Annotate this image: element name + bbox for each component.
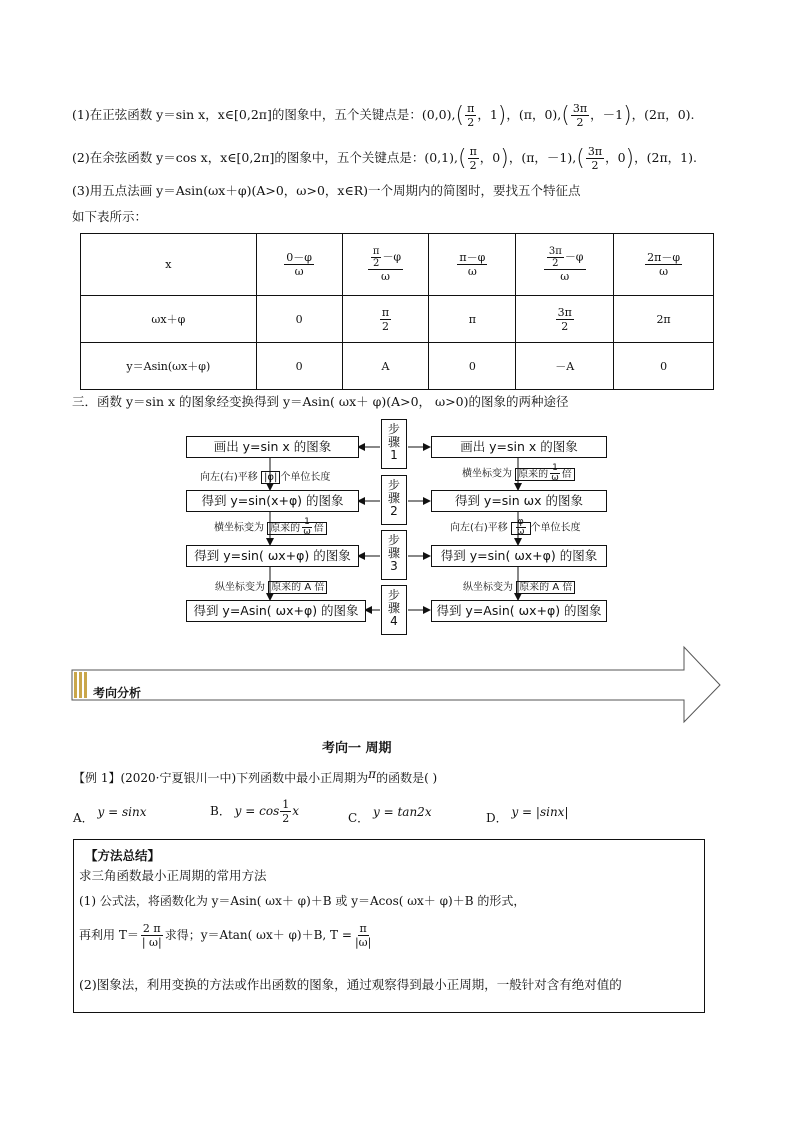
step-label: 步 骤 3 — [381, 530, 407, 580]
topic-heading: 考向一 周期 — [322, 741, 392, 756]
flow-right-box: 得到 y=sin( ωx+φ) 的图象 — [431, 545, 607, 567]
table-row: y＝Asin(ωx＋φ) 0 A 0 －A 0 — [81, 343, 714, 390]
transition-label: 向左(右)平移 $\frac{\varphi}{\omega}$ 个单位长度 — [450, 517, 581, 537]
option-b: B． y = cos $\frac{1}{2}$ x — [210, 798, 300, 825]
transition-label: 纵坐标变为 原来的 A 倍 — [215, 578, 327, 593]
section-three-title: 三．函数 y＝sin x 的图象经变换得到 y＝Asin( ωx＋ φ)(A>0， ω>0)的图象的两种途径 — [72, 394, 569, 409]
flow-right-box: 画出 y=sin x 的图象 — [431, 436, 607, 458]
banner-stripes — [74, 672, 87, 698]
method-title: 【方法总结】 — [85, 848, 161, 863]
five-point-method: (3)用五点法画 y＝Asin(ωx＋φ)(A>0，ω>0，x∈R)一个周期内的简图时，要找五个特征点 — [72, 183, 581, 198]
fraction: $\frac{3\pi}{2}$ — [587, 145, 603, 172]
flow-left-box: 得到 y=sin( ωx+φ) 的图象 — [186, 545, 359, 567]
fraction: $\frac{\pi}{2}$ — [469, 145, 477, 172]
transition-label: 横坐标变为 原来的 $\frac{1}{\omega}$ 倍 — [462, 464, 575, 483]
table-row: ωx＋φ 0 $\frac{\pi}{2}$ π $\frac{3\pi}{2}$ 2π — [81, 296, 714, 343]
step-label: 步 骤 1 — [381, 419, 407, 469]
flow-left-box: 得到 y=sin(x+φ) 的图象 — [186, 490, 359, 512]
option-d: D． y = |sinx| — [486, 805, 569, 825]
table-intro: 如下表所示： — [72, 209, 148, 224]
method-line: 再利用 T＝ $\frac{2 \pi}{| \omega|}$ 求得；y＝Atan( ωx＋ φ)＋B, T = $\frac{\pi}{|\omega|}$ — [79, 922, 372, 949]
flow-right-box: 得到 y=sin ωx 的图象 — [431, 490, 607, 512]
fraction: $\frac{\pi}{2}$ — [467, 102, 475, 129]
keypoints-sine: (1)在正弦函数 y＝sin x，x∈[0,2π]的图象中，五个关键点是：(0,0),( $\frac{\pi}{2}$ ，1)，(π，0),( $\frac{3\pi}{2}$ ，－1)，(2π，0). — [72, 102, 695, 129]
flow-right-box: 得到 y=Asin( ωx+φ) 的图象 — [431, 600, 607, 622]
example-question: 【例 1】(2020·宁夏银川一中)下列函数中最小正周期为π的函数是( ) — [73, 767, 438, 785]
fraction: $\frac{3\pi}{2}$ — [572, 102, 588, 129]
transition-label: 向左(右)平移 |φ| 个单位长度 — [200, 472, 331, 483]
option-c: C． y = tan2x — [348, 805, 432, 825]
method-line: 求三角函数最小正周期的常用方法 — [79, 868, 267, 883]
flow-left-box: 画出 y=sin x 的图象 — [186, 436, 359, 458]
banner-title: 考向分析 — [93, 686, 142, 700]
transition-label: 横坐标变为 原来的 $\frac{1}{\omega}$ 倍 — [214, 518, 327, 537]
method-line: (1) 公式法，将函数化为 y＝Asin( ωx＋ φ)＋B 或 y＝Acos( ωx＋ φ)＋B 的形式， — [79, 894, 526, 908]
flow-left-box: 得到 y=Asin( ωx+φ) 的图象 — [186, 600, 366, 622]
step-label: 步 骤 2 — [381, 475, 407, 525]
banner-arrow — [70, 645, 724, 725]
step-label: 步 骤 4 — [381, 585, 407, 635]
option-a: A． y = sinx — [73, 805, 147, 825]
table-row: x $\frac{0-\varphi}{\omega}$ $\frac{\pi}{2}$ －φ ω $\frac{\pi-\varphi}{\omega}$ $\frac{3\pi}{2}$ －φ ω $\frac{2\pi-\varphi}{\omega}$ — [81, 234, 714, 296]
method-line: (2)图象法，利用变换的方法或作出函数的图象，通过观察得到最小正周期，一般针对含有绝对值的 — [79, 977, 622, 992]
transition-label: 纵坐标变为 原来的 A 倍 — [463, 578, 575, 593]
keypoints-cosine: (2)在余弦函数 y＝cos x，x∈[0,2π]的图象中，五个关键点是：(0,1),( $\frac{\pi}{2}$ ，0)，(π，－1),( $\frac{3\pi}{2}$ ，0)，(2π，1). — [72, 145, 697, 172]
